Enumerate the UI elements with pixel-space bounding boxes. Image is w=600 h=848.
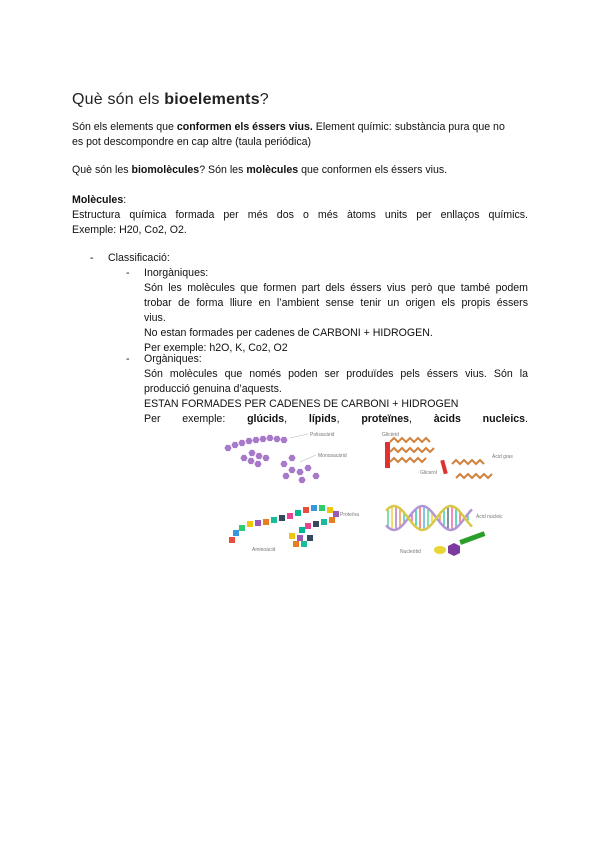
organic-line-2: producció genuina d’aquests.: [144, 383, 282, 395]
dna-helix: [386, 506, 472, 530]
polysaccharide-label: Polisacàrid: [310, 432, 335, 438]
amino-acid-unit: [327, 507, 333, 513]
monosaccharide-unit: [231, 442, 238, 448]
monosaccharide-unit: [266, 435, 273, 441]
definition-text: Són els elements que: [72, 121, 177, 133]
polysaccharide-chain: [224, 435, 319, 483]
amino-acid-unit: [233, 530, 239, 536]
monosaccharide-unit: [298, 477, 305, 483]
protein-illustration: [222, 498, 362, 560]
molecules-definition-line-2: Exemple: H20, Co2, O2.: [72, 224, 187, 236]
fatty-acid-tail: [390, 438, 430, 442]
amino-acid-unit: [319, 505, 325, 511]
inorganic-line-3: vius.: [144, 312, 166, 324]
monosaccharide-unit: [240, 455, 247, 461]
classification-label: Classificació:: [108, 252, 170, 264]
monosaccharide-unit: [262, 455, 269, 461]
question-text: Què són les: [72, 164, 132, 176]
amino-acid-unit: [311, 505, 317, 511]
monosaccharide-unit: [304, 465, 311, 471]
glyceride-label: Glicèrid: [382, 432, 399, 438]
fatty-acid-label: Àcid gras: [492, 454, 513, 460]
inorganic-line-4: No estan formades per cadenes de CARBONI + HIDROGEN.: [144, 327, 433, 339]
monosaccharide-unit: [312, 473, 319, 479]
glyceride-head: [385, 442, 390, 468]
amino-acid-unit: [321, 519, 327, 525]
amino-acid-unit: [229, 537, 235, 543]
nucleotide-phosphate: [448, 543, 460, 556]
title-question-mark: ?: [259, 91, 269, 108]
sublist-dash-inorganic: -: [126, 267, 130, 279]
amino-acid-unit: [305, 523, 311, 529]
monosaccharide-unit: [224, 445, 231, 451]
amino-acid-unit: [255, 520, 261, 526]
monosaccharide-unit: [288, 455, 295, 461]
example-end: .: [525, 413, 528, 425]
glycerol: [440, 460, 447, 475]
molecules-section: [72, 193, 528, 238]
example-sep: ,: [409, 413, 412, 425]
example-sep: ,: [336, 413, 340, 425]
monosaccharide-unit: [245, 438, 252, 444]
monosaccharide-unit: [282, 473, 289, 479]
amino-acid-unit: [271, 517, 277, 523]
label-pointer: [290, 434, 308, 438]
biomolecules-question: [72, 163, 528, 178]
amino-acid-unit: [295, 510, 301, 516]
carbohydrate-illustration: [222, 428, 362, 493]
organic-line-3: ESTAN FORMADES PER CADENES DE CARBONI + HIDROGEN: [144, 398, 459, 410]
monosaccharide-unit: [280, 461, 287, 467]
monosaccharide-unit: [288, 467, 295, 473]
amino-acid-unit: [299, 527, 305, 533]
amino-acid-unit: [303, 507, 309, 513]
amino-acid-unit: [287, 513, 293, 519]
sublist-dash-organic: -: [126, 353, 130, 365]
monosaccharide-unit: [280, 437, 287, 443]
amino-acid-unit: [247, 521, 253, 527]
monosaccharide-unit: [255, 453, 262, 459]
title-text: Què són els: [72, 91, 165, 108]
monosaccharide-label: Monosacàrid: [318, 453, 347, 459]
monosaccharide-unit: [296, 469, 303, 475]
amino-acid-unit: [293, 541, 299, 547]
monosaccharide-unit: [252, 437, 259, 443]
definition-bold: conformen els éssers vius.: [176, 121, 313, 133]
example-sep: ,: [284, 413, 288, 425]
free-fatty-acid: [452, 460, 484, 464]
inorganic-line-2: trobar de forma lliure en l’ambient sense tenir un origen els propis éssers: [144, 297, 528, 309]
biomolecules-figures: [222, 428, 522, 568]
molecules-heading-colon: :: [123, 194, 127, 206]
nucleotide-label: Nucleòtid: [400, 549, 421, 555]
question-bold-biomolecules: biomolècules: [131, 164, 200, 176]
amino-acid-unit: [301, 541, 307, 547]
fatty-acid-tail: [390, 448, 434, 452]
list-dash: -: [90, 252, 94, 264]
amino-acid-unit: [263, 519, 269, 525]
amino-acid-unit: [333, 511, 339, 517]
organic-line-1: Són molècules que només poden ser produïdes pels éssers vius. Són la: [144, 368, 528, 380]
inorganic-label: Inorgàniques:: [144, 267, 209, 279]
page-title: [72, 91, 269, 109]
amino-acid-unit: [239, 525, 245, 531]
example-proteins: proteïnes: [361, 413, 410, 425]
lipid-illustration: [380, 428, 520, 493]
nucleotide-base: [459, 531, 485, 545]
nucleotide-sugar: [434, 546, 446, 554]
amino-acid-unit: [289, 533, 295, 539]
nucleic-acid-label: Àcid nucleic: [476, 514, 503, 520]
amino-acid-unit: [329, 517, 335, 523]
title-bold: bioelements: [164, 91, 260, 108]
protein-chain: [229, 505, 339, 547]
monosaccharide-unit: [248, 450, 255, 456]
inorganic-item: [144, 266, 528, 356]
example-nucleic-acids: àcids nucleics: [433, 413, 526, 425]
question-end: que conformen els éssers vius.: [298, 164, 448, 176]
amino-acid-label: Aminoàcid: [252, 547, 276, 553]
amino-acid-unit: [313, 521, 319, 527]
example-lipids: lípids: [308, 413, 337, 425]
molecules-definition-line-1: Estructura química formada per més dos o més àtoms units per enllaços químics.: [72, 209, 528, 221]
molecules-heading-text: Molècules: [72, 194, 124, 206]
question-mid: ? Són les: [199, 164, 247, 176]
molecules-heading: [72, 193, 528, 208]
nucleic-acid-illustration: [380, 498, 520, 560]
organic-item: [144, 352, 528, 427]
amino-acid-unit: [307, 535, 313, 541]
amino-acid-unit: [297, 535, 303, 541]
monosaccharide-unit: [247, 458, 254, 464]
fatty-acid-tail: [390, 458, 426, 462]
examples-text: Per exemple:: [144, 413, 248, 425]
monosaccharide-unit: [273, 436, 280, 442]
protein-label: Proteïna: [340, 512, 359, 518]
definition-line-1: [72, 120, 528, 135]
inorganic-line-1: Són les molècules que formen part dels éssers vius però que també podem: [144, 282, 528, 294]
free-fatty-acid: [456, 474, 492, 478]
organic-label: Orgàniques:: [144, 353, 202, 365]
question-bold-molecules: molècules: [246, 164, 299, 176]
amino-acid-unit: [279, 515, 285, 521]
monosaccharide-unit: [254, 461, 261, 467]
example-glucids: glúcids: [247, 413, 285, 425]
monosaccharide-unit: [259, 436, 266, 442]
inorganic-line-5: Per exemple: h2O, K, Co2, O2: [144, 342, 288, 354]
glycerol-label: Glicerol: [420, 470, 437, 476]
bioelements-definition: [72, 120, 528, 150]
label-pointer: [300, 455, 316, 462]
monosaccharide-unit: [238, 440, 245, 446]
definition-rest: Element químic: substància pura que no: [312, 121, 505, 133]
organic-examples: [144, 412, 528, 427]
definition-line-2: es pot descompondre en cap altre (taula periódica): [72, 136, 312, 148]
